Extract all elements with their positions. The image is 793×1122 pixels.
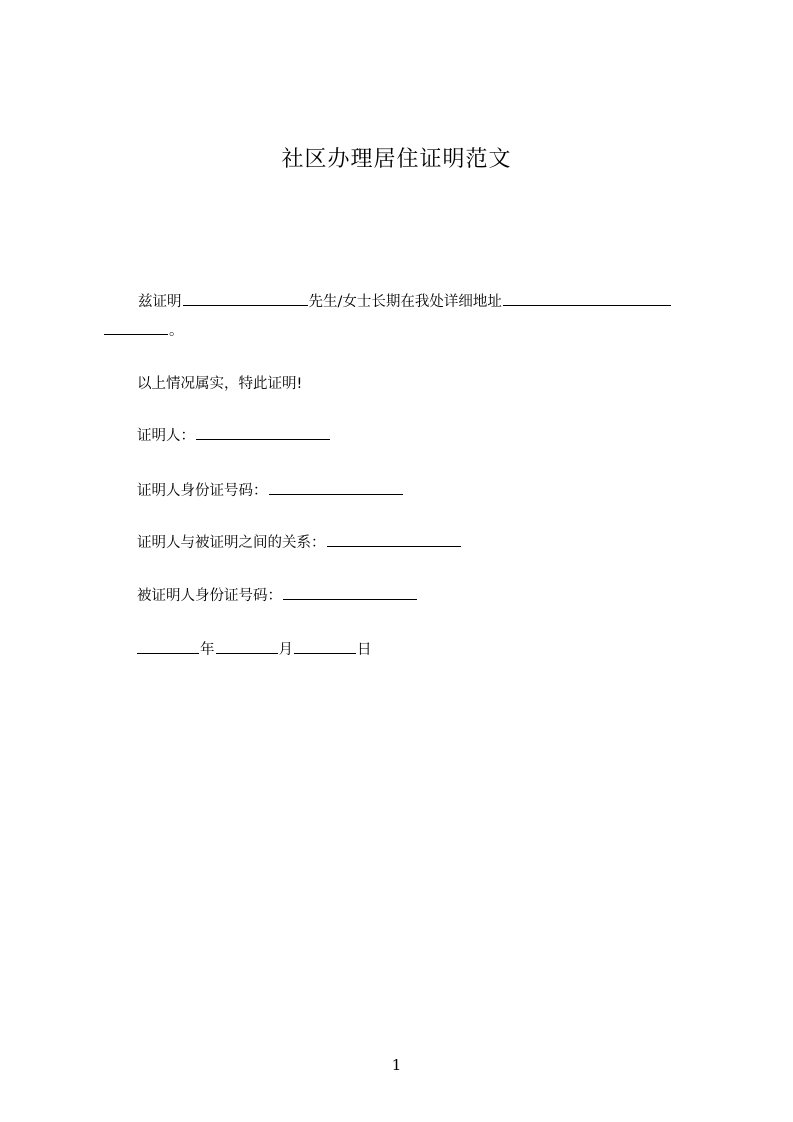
month-blank [216,638,278,654]
subject-id-blank [283,584,417,600]
address-blank-continued [104,319,168,335]
day-blank [294,638,356,654]
page-number: 1 [391,1056,402,1074]
relationship-label: 证明人与被证明之间的关系： [137,535,326,551]
year-label: 年 [200,642,215,658]
witness-blank [196,424,330,440]
year-blank [137,638,199,654]
witness-line [137,424,331,445]
paragraph-suffix: 。 [169,323,184,339]
name-blank [183,290,308,306]
subject-id-label: 被证明人身份证号码： [137,588,282,604]
witness-id-blank [269,479,403,495]
day-label: 日 [357,642,372,658]
witness-id-label: 证明人身份证号码： [137,483,268,499]
month-label: 月 [278,642,293,658]
statement-text: 以上情况属实，特此证明! [137,376,303,392]
witness-label: 证明人： [137,428,195,444]
relationship-line [137,531,462,552]
paragraph-middle: 先生/女士长期在我处详细地址 [308,294,502,310]
certification-paragraph [104,288,704,346]
address-blank [503,290,671,306]
document-title: 社区办理居住证明范文 [281,147,512,172]
date-line [137,638,372,659]
subject-id-line [137,584,418,605]
paragraph-prefix: 兹证明 [138,294,182,310]
relationship-blank [327,531,461,547]
witness-id-line [137,479,404,500]
